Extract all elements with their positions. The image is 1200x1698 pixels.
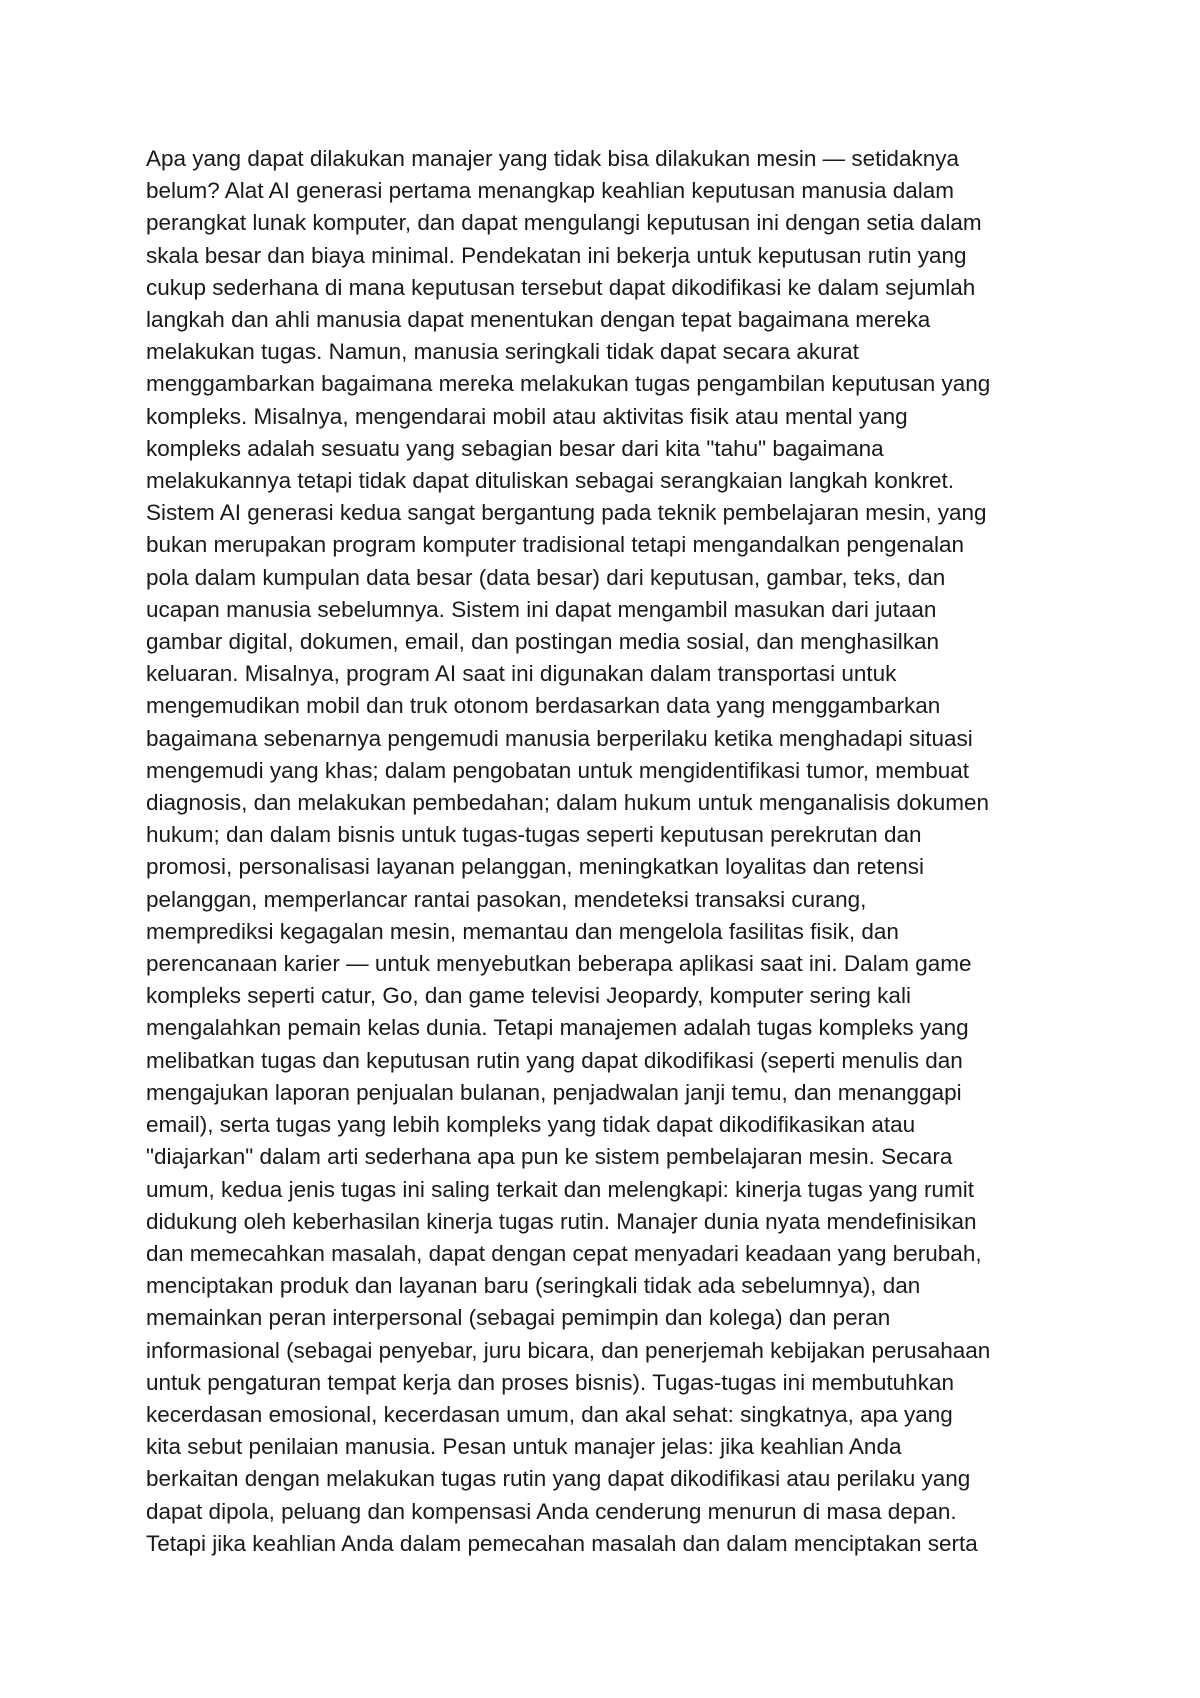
body-paragraph	[146, 143, 1076, 1560]
text-line: dapat dipola, peluang dan kompensasi Anda cenderung menurun di masa depan.	[146, 1498, 957, 1524]
text-line: cukup sederhana di mana keputusan tersebut dapat dikodifikasi ke dalam sejumlah	[146, 274, 976, 300]
text-line: bagaimana sebenarnya pengemudi manusia berperilaku ketika menghadapi situasi	[146, 725, 973, 751]
text-line: memprediksi kegagalan mesin, memantau dan mengelola fasilitas fisik, dan	[146, 918, 899, 944]
text-line: melibatkan tugas dan keputusan rutin yang dapat dikodifikasi (seperti menulis dan	[146, 1047, 963, 1073]
text-line: menggambarkan bagaimana mereka melakukan tugas pengambilan keputusan yang	[146, 371, 991, 397]
text-line: perangkat lunak komputer, dan dapat mengulangi keputusan ini dengan setia dalam	[146, 210, 982, 236]
text-line: promosi, personalisasi layanan pelanggan, meningkatkan loyalitas dan retensi	[146, 854, 924, 880]
text-line: mengajukan laporan penjualan bulanan, penjadwalan janji temu, dan menanggapi	[146, 1079, 962, 1105]
text-line: mengalahkan pemain kelas dunia. Tetapi manajemen adalah tugas kompleks yang	[146, 1015, 969, 1041]
text-line: pelanggan, memperlancar rantai pasokan, mendeteksi transaksi curang,	[146, 886, 867, 912]
text-line: memainkan peran interpersonal (sebagai pemimpin dan kolega) dan peran	[146, 1305, 891, 1331]
text-line: belum? Alat AI generasi pertama menangkap keahlian keputusan manusia dalam	[146, 178, 955, 204]
text-line: email), serta tugas yang lebih kompleks yang tidak dapat dikodifikasikan atau	[146, 1112, 916, 1138]
text-line: kompleks seperti catur, Go, dan game televisi Jeopardy, komputer sering kali	[146, 983, 911, 1009]
text-line: informasional (sebagai penyebar, juru bicara, dan penerjemah kebijakan perusahaan	[146, 1337, 991, 1363]
text-line: kecerdasan emosional, kecerdasan umum, dan akal sehat: singkatnya, apa yang	[146, 1401, 953, 1427]
text-line: skala besar dan biaya minimal. Pendekatan ini bekerja untuk keputusan rutin yang	[146, 242, 967, 268]
text-line: Tetapi jika keahlian Anda dalam pemecahan masalah dan dalam menciptakan serta	[146, 1530, 978, 1556]
text-line: melakukannya tetapi tidak dapat dituliskan sebagai serangkaian langkah konkret.	[146, 468, 955, 494]
text-line: gambar digital, dokumen, email, dan postingan media sosial, dan menghasilkan	[146, 629, 939, 655]
text-line: hukum; dan dalam bisnis untuk tugas-tugas seperti keputusan perekrutan dan	[146, 822, 922, 848]
text-line: untuk pengaturan tempat kerja dan proses bisnis). Tugas-tugas ini membutuhkan	[146, 1369, 954, 1395]
text-line: keluaran. Misalnya, program AI saat ini digunakan dalam transportasi untuk	[146, 661, 897, 687]
text-line: melakukan tugas. Namun, manusia seringkali tidak dapat secara akurat	[146, 339, 859, 365]
text-line: berkaitan dengan melakukan tugas rutin yang dapat dikodifikasi atau perilaku yang	[146, 1466, 971, 1492]
text-line: Sistem AI generasi kedua sangat bergantung pada teknik pembelajaran mesin, yang	[146, 500, 987, 526]
text-line: kompleks adalah sesuatu yang sebagian besar dari kita "tahu" bagaimana	[146, 435, 884, 461]
text-line: kita sebut penilaian manusia. Pesan untuk manajer jelas: jika keahlian Anda	[146, 1434, 902, 1460]
text-line: Apa yang dapat dilakukan manajer yang tidak bisa dilakukan mesin — setidaknya	[146, 146, 959, 171]
text-line: "diajarkan" dalam arti sederhana apa pun ke sistem pembelajaran mesin. Secara	[146, 1144, 953, 1170]
text-line: bukan merupakan program komputer tradisional tetapi mengandalkan pengenalan	[146, 532, 965, 558]
text-line: kompleks. Misalnya, mengendarai mobil atau aktivitas fisik atau mental yang	[146, 403, 908, 429]
text-line: diagnosis, dan melakukan pembedahan; dalam hukum untuk menganalisis dokumen	[146, 790, 990, 816]
text-line: mengemudi yang khas; dalam pengobatan untuk mengidentifikasi tumor, membuat	[146, 757, 969, 783]
text-line: perencanaan karier — untuk menyebutkan beberapa aplikasi saat ini. Dalam game	[146, 951, 972, 977]
text-line: menciptakan produk dan layanan baru (seringkali tidak ada sebelumnya), dan	[146, 1273, 921, 1299]
text-line: pola dalam kumpulan data besar (data besar) dari keputusan, gambar, teks, dan	[146, 564, 946, 590]
text-line: mengemudikan mobil dan truk otonom berdasarkan data yang menggambarkan	[146, 693, 941, 719]
text-line: dan memecahkan masalah, dapat dengan cepat menyadari keadaan yang berubah,	[146, 1240, 982, 1266]
text-line: ucapan manusia sebelumnya. Sistem ini dapat mengambil masukan dari jutaan	[146, 596, 937, 622]
text-line: langkah dan ahli manusia dapat menentukan dengan tepat bagaimana mereka	[146, 307, 931, 333]
text-line: umum, kedua jenis tugas ini saling terkait dan melengkapi: kinerja tugas yang rumit	[146, 1176, 974, 1202]
text-line: didukung oleh keberhasilan kinerja tugas rutin. Manajer dunia nyata mendefinisikan	[146, 1208, 977, 1234]
